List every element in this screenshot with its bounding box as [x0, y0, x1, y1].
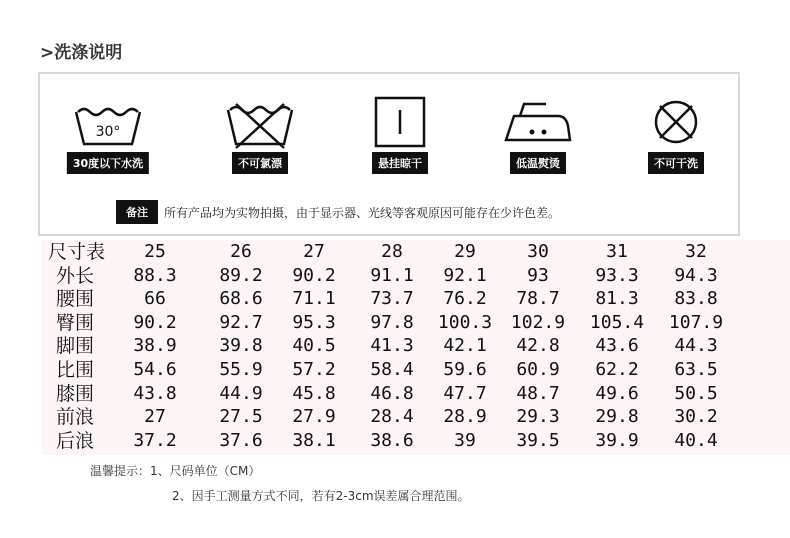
table-cell: 90.2 [133, 311, 177, 333]
table-cell: 50.5 [674, 382, 718, 404]
care-label-dryclean: 不可干洗 [648, 152, 704, 174]
low-iron-icon [500, 96, 576, 152]
table-cell: 92.1 [443, 264, 487, 286]
table-cell: 27.5 [219, 406, 263, 428]
size-header-cell: 26 [230, 241, 252, 262]
table-cell: 38.9 [133, 335, 177, 357]
size-header-cell: 27 [303, 241, 325, 262]
size-header-cell: 31 [606, 241, 628, 262]
care-label-iron: 低温熨烫 [510, 152, 566, 174]
size-table [42, 240, 790, 455]
care-item-bleach [200, 92, 320, 182]
table-cell: 76.2 [443, 288, 487, 310]
table-cell: 38.1 [292, 429, 336, 451]
table-cell: 40.5 [292, 335, 336, 357]
size-header-cell: 30 [527, 241, 549, 262]
table-header-label: 尺寸表 [48, 241, 106, 263]
row-label: 臀围 [56, 311, 95, 334]
table-cell: 62.2 [595, 359, 639, 380]
table-cell: 58.4 [370, 359, 414, 380]
table-cell: 83.8 [674, 288, 718, 310]
table-cell: 100.3 [437, 311, 493, 333]
table-cell: 43.8 [133, 382, 177, 404]
table-row [42, 429, 790, 453]
table-cell: 29.3 [516, 406, 560, 428]
row-label: 外长 [56, 264, 95, 287]
row-label: 比围 [56, 359, 95, 381]
note-text: 所有产品均为实物拍摄，由于显示器、光线等客观原因可能存在少许色差。 [164, 205, 561, 220]
table-cell: 78.7 [516, 288, 560, 310]
table-cell: 55.9 [219, 359, 263, 380]
row-label: 后浪 [56, 429, 95, 452]
table-cell: 57.2 [292, 359, 336, 380]
table-cell: 88.3 [133, 264, 177, 286]
table-cell: 54.6 [133, 359, 177, 380]
care-note [116, 200, 560, 224]
tip-line-2: 2、因手工测量方式不同，若有2-3cm误差属合理范围。 [172, 489, 470, 503]
table-cell: 89.2 [219, 264, 263, 286]
table-cell: 95.3 [292, 311, 336, 333]
note-badge: 备注 [116, 200, 158, 224]
table-cell: 73.7 [370, 288, 414, 310]
row-label: 腰围 [56, 288, 95, 311]
care-label-dry: 悬挂晾干 [372, 152, 428, 174]
hang-dry-icon [362, 96, 438, 152]
table-row [42, 382, 790, 406]
table-row [42, 405, 790, 429]
table-cell: 66 [144, 288, 166, 310]
care-label-wash: 30度以下水洗 [67, 152, 149, 174]
table-cell: 41.3 [370, 335, 414, 357]
table-cell: 27.9 [292, 406, 336, 428]
care-item-wash [48, 92, 168, 182]
table-cell: 97.8 [370, 311, 414, 333]
table-cell: 63.5 [674, 359, 718, 380]
table-cell: 39 [454, 429, 476, 451]
table-cell: 28.4 [370, 406, 414, 428]
table-cell: 92.7 [219, 311, 263, 333]
table-cell: 91.1 [370, 264, 414, 286]
table-cell: 29.8 [595, 406, 639, 428]
table-cell: 39.5 [516, 429, 560, 451]
table-cell: 27 [144, 406, 166, 428]
size-header-cell: 28 [381, 241, 403, 262]
table-row [42, 358, 790, 382]
no-bleach-icon [222, 96, 298, 152]
table-cell: 39.9 [595, 429, 639, 451]
table-cell: 49.6 [595, 382, 639, 404]
table-cell: 102.9 [510, 311, 566, 333]
table-cell: 28.9 [443, 406, 487, 428]
care-instructions-panel [38, 72, 740, 236]
table-cell: 93 [527, 264, 549, 286]
care-item-dry [340, 92, 460, 182]
wash-temp-text: 30° [95, 124, 121, 140]
size-header-cell: 25 [144, 241, 166, 262]
table-row [42, 287, 790, 311]
table-cell: 47.7 [443, 382, 487, 404]
table-cell: 93.3 [595, 264, 639, 286]
row-label: 前浪 [56, 406, 95, 429]
table-cell: 37.6 [219, 429, 263, 451]
table-row [42, 311, 790, 335]
table-cell: 37.2 [133, 429, 177, 451]
table-cell: 40.4 [674, 429, 718, 451]
table-cell: 105.4 [589, 311, 645, 333]
no-dry-clean-icon [638, 96, 714, 152]
care-item-iron [478, 92, 598, 182]
care-label-bleach: 不可氯漂 [232, 152, 288, 174]
table-cell: 46.8 [370, 382, 414, 404]
table-cell: 30.2 [674, 406, 718, 428]
care-item-dryclean [616, 92, 736, 182]
table-cell: 94.3 [674, 264, 718, 286]
row-label: 脚围 [56, 335, 95, 358]
table-row [42, 264, 790, 288]
section-heading: >洗涤说明 [40, 43, 123, 63]
table-header-row [42, 240, 790, 264]
table-cell: 39.8 [219, 335, 263, 357]
size-header-cell: 32 [685, 241, 707, 262]
table-cell: 90.2 [292, 264, 336, 286]
table-cell: 48.7 [516, 382, 560, 404]
table-cell: 59.6 [443, 359, 487, 380]
table-cell: 60.9 [516, 359, 560, 380]
table-cell: 107.9 [668, 311, 724, 333]
tip-line-1: 温馨提示：1、尺码单位（CM） [90, 464, 261, 478]
table-cell: 42.1 [443, 335, 487, 357]
size-header-cell: 29 [454, 241, 476, 262]
table-row [42, 334, 790, 358]
table-cell: 68.6 [219, 288, 263, 310]
row-label: 膝围 [56, 382, 95, 405]
table-cell: 42.8 [516, 335, 560, 357]
table-cell: 43.6 [595, 335, 639, 357]
wash-30-icon [70, 96, 146, 152]
table-cell: 71.1 [292, 288, 336, 310]
table-cell: 45.8 [292, 382, 336, 404]
table-cell: 81.3 [595, 288, 639, 310]
table-cell: 44.3 [674, 335, 718, 357]
table-cell: 44.9 [219, 382, 263, 404]
table-cell: 38.6 [370, 429, 414, 451]
